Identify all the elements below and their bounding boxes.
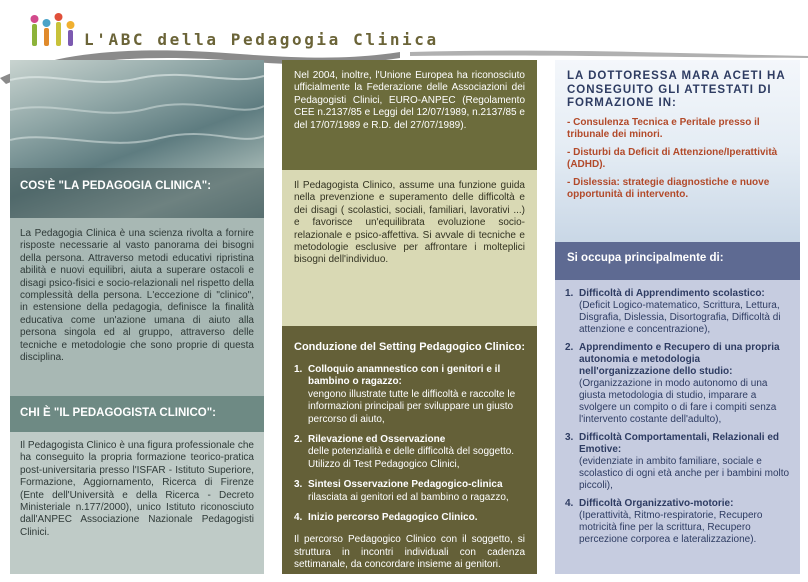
setting-title: Conduzione del Setting Pedagogico Clinico: [294,341,525,353]
list-item: 4. Difficoltà Organizzativo-motorie: (Iperattività, Ritmo-respiratorie, Recupero motricità fine per la scrittura, Recupero percezione corporea e lateralizzazione). [565,498,763,545]
panel-euro-anpec [282,60,537,170]
setting-footer-text: Il percorso Pedagogico Clinico con il soggetto, si struttura in incontri individuali con cadenza settimanale, da concordare insieme ai genitori. [294,534,525,571]
section-title: COS'È "LA PEDAGOGIA CLINICA": [20,180,212,192]
column-center [282,60,537,574]
occupa-list [565,288,790,546]
attestati-title: LA DOTTORESSA MARA ACETI HA CONSEGUITO GLI ATTESTATI DI FORMAZIONE IN: [567,70,786,109]
list-item: 1. Difficoltà di Apprendimento scolastico: (Deficit Logico-matematico, Scrittura, Lettura, Disgrafia, Dislessia, Disortografia, Difficoltà di attenzione e concentrazione), [565,288,781,335]
panel-text: Il Pedagogista Clinico, assume una funzione guida nella prevenzione e superamento delle difficoltà e dei disagi ( scolastici, sociali, familiari, lavorativi ...) e favorisce un'equilibrata evoluzione socio-relazionale e psico-affettiva. Si avvale di tecniche e metodologie esclusive per affrontare i molteplici bisogni dell'individuo. [294,180,525,266]
panel-text: Nel 2004, inoltre, l'Unione Europea ha riconosciuto ufficialmente la Federazione delle Associazioni dei Pedagogisti Clinici, EURO-ANPEC (Regolamento CEE n.2137/85 e Leggi del 12/07/1989, n.2137/85 e del 17/07/1989 e R.D. del 27/07/1989). [294,70,525,131]
list-item: 4. Inizio percorso Pedagogico Clinico. [294,512,478,524]
attestato-item: - Consulenza Tecnica e Peritale presso il tribunale dei minori. [567,116,760,140]
setting-steps [294,364,525,524]
attestato-item: - Dislessia: strategie diagnostiche e nuove opportunità di intervento. [567,176,770,200]
section-title: CHI È "IL PEDAGOGISTA CLINICO": [20,407,216,419]
section-heading-pedagogista [10,396,264,432]
panel-funzione [282,170,537,326]
section-body-occupa [555,280,800,574]
section-body-pedagogista [10,432,264,574]
list-item: 2. Rilevazione ed Osservazione delle potenzialità e delle difficoltà del soggetto. Utilizzo di Test Pedagogico Clinici, [294,434,515,470]
list-item: 3. Sintesi Osservazione Pedagogico-clinica rilasciata ai genitori ed al bambino o ragazzo, [294,479,509,503]
column-left [10,60,264,574]
section-heading-occupa [555,242,800,280]
section-heading-pedagogia [10,168,264,218]
panel-setting [282,326,537,574]
section-title: Si occupa principalmente di: [567,252,724,264]
list-item: 3. Difficoltà Comportamentali, Relazionali ed Emotive: (evidenziate in ambito familiare, sociale e scolastico di ogni età anche per i bambini molto piccoli), [565,432,790,491]
header [0,0,808,62]
list-item: 1. Colloquio anamnestico con i genitori e il bambino o ragazzo: vengono illustrate tutte le difficoltà e raccolte le informazioni principali per sviluppare un giusto percorso di aiuto, [294,364,516,425]
section-text: La Pedagogia Clinica è una scienza rivolta a fornire risposte necessarie al vasto panorama dei bisogni della persona. Attraverso metodi educativi ripristina abilità e nuovi equilibri, aiuta a superare ostacoli e disagi psico-fisici e socio-relazionali nel rispetto della complessità della persona. L'eccezione di "clinico", in estensione della pedagogia, definisce la finalità educativa come un'azione umana di aiuto alla persona singola ed al gruppo, attraverso delle tecniche e metodologie che sono proprie di questa disciplina. [20,228,254,364]
column-right [555,60,800,574]
attestato-item: - Disturbi da Deficit di Attenzione/Iperattività (ADHD). [567,146,778,170]
page-title: L'ABC della Pedagogia Clinica [84,30,439,49]
list-item: 2. Apprendimento e Recupero di una propria autonomia e metodologia nell'organizzazione dello studio: (Organizzazione in modo autonomo di una giusta metodologia di studio, imparare a svolgere un compito o di fare i compiti senza l'intervento costante dell'adulto), [565,342,780,425]
panel-attestati [555,60,800,242]
section-text: Il Pedagogista Clinico è una figura professionale che ha conseguito la propria formazione teorico-pratica post-universitaria presso l'ISFAR - Istituto Superiore, Formazione, Aggiornamento, Ricerca di Firenze (Ente dell'Università e della Ricerca - Decreto Ministeriale n.177/2000), unico Istituto riconosciuto dall'ANPEC Associazione Nazionale Pedagogisti Clinici. [20,440,254,538]
